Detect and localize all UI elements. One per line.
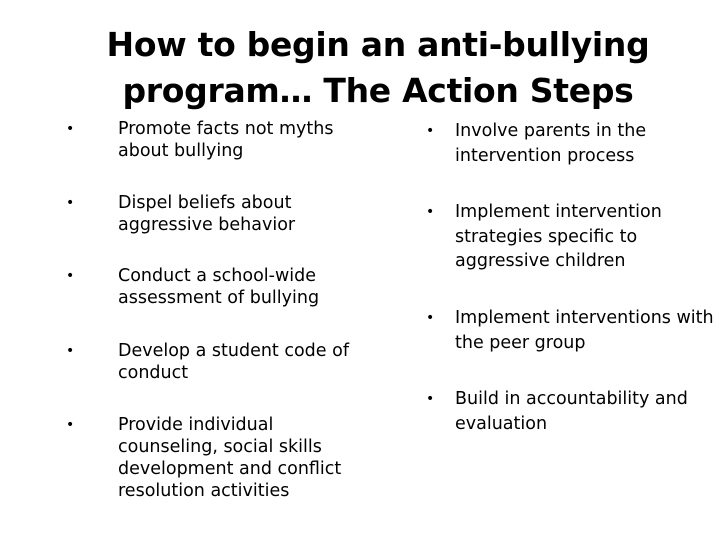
bullet-line: Dispel beliefs about [118,193,292,213]
bullet-line: assessment of bullying [118,288,320,308]
bullet-marker: • [426,123,435,139]
slide-title-line-1: How to begin an anti-bullying [106,25,650,64]
bullet-line: strategies specific to [455,226,638,247]
left-bullet-3 [66,265,366,315]
left-bullet-4 [66,340,366,390]
bullet-line: Conduct a school-wide [118,266,317,286]
bullet-marker: • [66,417,75,433]
bullet-line: evaluation [455,413,548,434]
bullet-line: Promote facts not myths [118,119,334,139]
bullet-line: Develop a student code of [118,341,349,361]
bullet-marker: • [66,343,75,359]
bullet-line: aggressive behavior [118,215,296,235]
bullet-line: Involve parents in the [455,121,647,141]
bullet-line: Implement interventions with [455,308,714,328]
bullet-line: intervention process [455,145,635,166]
bullet-line: resolution activities [118,481,290,501]
right-bullet-3 [426,306,716,358]
slide-title-line-2: program… The Action Steps [122,71,634,110]
right-bullet-4 [426,387,716,439]
right-bullet-2 [426,200,716,276]
bullet-line: development and conflict [118,459,342,479]
bullet-marker: • [66,195,75,211]
bullet-marker: • [66,268,75,284]
right-bullet-1 [426,119,716,171]
bullet-line: Implement intervention [455,202,662,222]
left-bullet-2 [66,192,366,242]
bullet-line: Build in accountability and [455,389,688,409]
bullet-line: counseling, social skills [118,437,322,457]
bullet-line: conduct [118,363,189,383]
bullet-marker: • [426,204,435,220]
bullet-line: aggressive children [455,251,626,271]
bullet-line: about bullying [118,141,244,161]
bullet-marker: • [426,310,435,326]
left-bullet-1 [66,118,366,168]
bullet-line: the peer group [455,332,586,353]
bullet-marker: • [66,121,75,137]
bullet-marker: • [426,391,435,407]
left-bullet-5 [66,414,366,506]
slide-title [60,22,696,114]
bullet-line: Provide individual [118,415,274,435]
